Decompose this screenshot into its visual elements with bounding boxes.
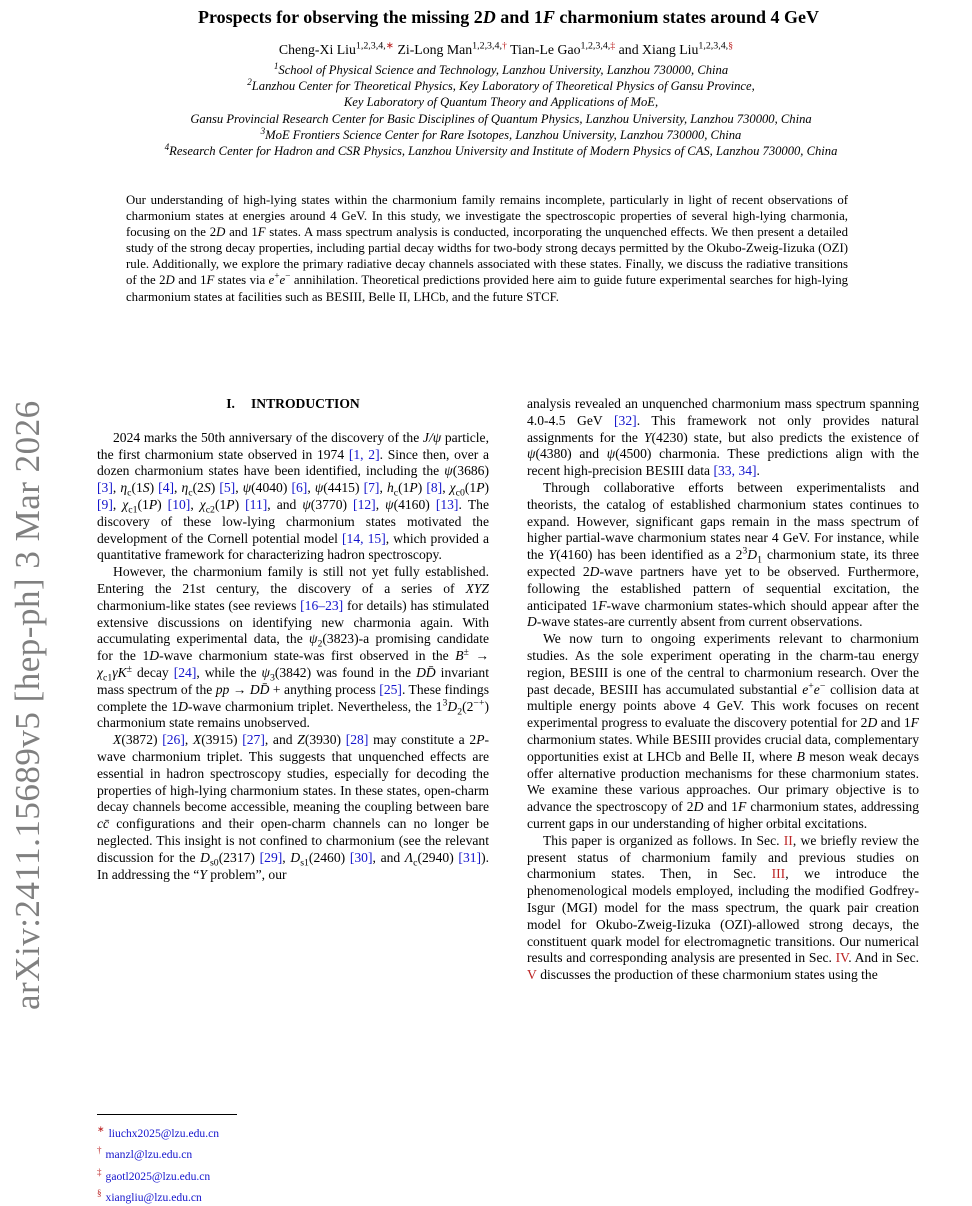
text-segment: s0 bbox=[210, 857, 219, 869]
paragraph bbox=[527, 833, 919, 984]
text-segment: ) bbox=[157, 496, 168, 512]
text-segment: Through collaborative efforts between experimentalists and theorists, the catalog of established charmonium states continues to expand. However, significant gaps remain in the mass spectrum of higher partial-wave charmonium states near 4 GeV. For instance, while the bbox=[527, 479, 919, 563]
text-segment: This paper is organized as follows. In Sec. bbox=[543, 832, 784, 848]
affiliations bbox=[40, 62, 962, 159]
citation-link[interactable]: [28] bbox=[345, 732, 369, 748]
citation-link[interactable]: [12] bbox=[353, 496, 376, 512]
citation-link[interactable]: [25] bbox=[379, 681, 402, 697]
text-segment: charmonium states around 4 GeV bbox=[554, 7, 820, 27]
text-segment: decay bbox=[132, 664, 174, 680]
text-segment: − bbox=[819, 680, 826, 692]
text-segment: and 1 bbox=[703, 799, 738, 815]
text-segment: ψ bbox=[444, 463, 453, 479]
text-segment: e bbox=[279, 273, 286, 288]
text-segment: χ bbox=[122, 496, 129, 512]
text-segment: , bbox=[112, 480, 121, 496]
text-segment: P bbox=[226, 496, 235, 512]
footnote-symbol: † bbox=[97, 1145, 102, 1156]
footnote-email-link[interactable]: xiangliu@lzu.edu.cn bbox=[105, 1190, 202, 1204]
text-segment: ψ bbox=[527, 446, 536, 462]
text-segment: annihilation. Theoretical predictions provided here aim to guide future experimental searches for high-lying charmonium states at facilities such as BESIII, Belle II, LHCb, and the future STCF. bbox=[126, 273, 849, 304]
affiliation-line: Gansu Provincial Research Center for Basic Disciplines of Quantum Physics, Lanzhou University, Lanzhou 730000, China bbox=[190, 111, 812, 126]
text-segment: . bbox=[756, 463, 760, 479]
section-ref-link[interactable]: V bbox=[527, 967, 537, 983]
text-segment: However, the charmonium family is still not yet fully established. Entering the 21st century, the discovery of a series of bbox=[97, 564, 489, 596]
text-segment: ψ bbox=[309, 631, 318, 647]
text-segment: , bbox=[112, 496, 123, 512]
citation-link[interactable]: [6] bbox=[291, 480, 308, 496]
text-segment: DD̄ bbox=[249, 681, 270, 697]
text-segment: DD̄ bbox=[416, 664, 436, 680]
text-segment: configurations and their open-charm channels can no longer be neglected. This insight is not confined to charmonium (see the relevant discussion for the bbox=[97, 816, 489, 865]
text-segment: (4160) has been identified as a 2 bbox=[556, 547, 743, 563]
citation-link[interactable]: [16–23] bbox=[300, 597, 344, 613]
text-segment: Y bbox=[643, 429, 652, 445]
footnote-list bbox=[97, 1121, 497, 1206]
text-segment: , bbox=[442, 480, 450, 496]
section-number: I. bbox=[226, 396, 235, 411]
citation-link[interactable]: [29] bbox=[259, 849, 283, 865]
text-segment: ± bbox=[463, 646, 469, 658]
affiliation-line: $^4$Research Center for Hadron and CSR Physics, Lanzhou University and Institute of Modern Physics of CAS, Lanzhou 730000, China bbox=[164, 141, 838, 159]
text-segment: (3915) bbox=[201, 732, 243, 748]
text-segment: states. A mass spectrum analysis is conducted, incorporating the unquenched effects. We then present a detailed study of the strong decay properties, including partial decay widths for two-body strong decays permitted by the Okubo-Zweig-Iizuka (OZI) rule. Additionally, we explore the primary radiative decay channels associated with these states. Finally, we discuss the radiative transitions of the 2 bbox=[126, 225, 849, 288]
text-segment: s1 bbox=[300, 857, 309, 869]
text-segment: e bbox=[813, 681, 820, 697]
text-segment: ) bbox=[210, 480, 220, 496]
left-column-paragraphs bbox=[97, 430, 489, 884]
text-segment: 2 bbox=[457, 706, 463, 718]
abstract bbox=[126, 192, 848, 305]
paragraph bbox=[527, 396, 919, 480]
footnote-symbol: ‡ bbox=[97, 1166, 102, 1177]
text-segment: 3 bbox=[269, 672, 275, 684]
affiliation-line: $^2$Lanzhou Center for Theoretical Physics, Key Laboratory of Theoretical Physics of Gansu Province, bbox=[247, 77, 755, 94]
text-segment: ). In addressing the “ bbox=[97, 849, 489, 882]
text-segment: D bbox=[165, 273, 175, 288]
text-segment: ± bbox=[126, 663, 133, 675]
text-segment: and 1 bbox=[495, 7, 543, 27]
text-segment: D bbox=[589, 563, 600, 579]
text-segment: for details) has stimulated extensive discussions on identifying new charmonia again. With accumulating experimental data, the bbox=[97, 597, 489, 647]
text-segment: and 1 bbox=[174, 273, 207, 288]
citation-link[interactable]: [10] bbox=[167, 496, 191, 512]
text-segment: ψ bbox=[302, 496, 311, 512]
text-segment: ) bbox=[417, 480, 427, 496]
text-segment: ψ bbox=[261, 664, 270, 680]
text-segment: c bbox=[413, 857, 418, 869]
text-segment: D bbox=[216, 225, 226, 240]
text-segment: . These findings complete the 1 bbox=[97, 681, 489, 714]
text-segment: γK bbox=[112, 664, 127, 680]
citation-link[interactable]: [27] bbox=[242, 732, 265, 748]
text-segment: (4415) bbox=[323, 480, 364, 496]
text-segment: (2460) bbox=[308, 849, 350, 865]
text-segment: → bbox=[229, 681, 250, 697]
text-segment: . And in Sec. bbox=[848, 950, 919, 966]
text-segment: → bbox=[468, 648, 489, 664]
text-segment: c2 bbox=[205, 504, 215, 516]
text-segment: ψ bbox=[314, 480, 324, 496]
text-segment: cc̄ bbox=[97, 816, 110, 832]
footnote-line bbox=[97, 1164, 497, 1185]
text-segment: + bbox=[274, 271, 280, 282]
text-segment: F bbox=[206, 273, 215, 288]
text-segment: 1,2,3,4, bbox=[355, 40, 386, 52]
text-segment: c1 bbox=[128, 504, 138, 516]
text-segment: -wave charmonium states-which should appear after the bbox=[606, 597, 919, 613]
text-segment: (2 bbox=[462, 698, 474, 714]
text-segment: Y bbox=[199, 866, 207, 882]
footnote-line bbox=[97, 1142, 497, 1163]
section-ref-link[interactable]: III bbox=[771, 866, 786, 882]
text-segment: Y bbox=[548, 547, 557, 563]
left-column bbox=[97, 396, 489, 1110]
text-segment: (2940) bbox=[417, 849, 459, 865]
text-segment: D bbox=[482, 7, 496, 27]
paper-title bbox=[90, 6, 927, 28]
text-segment: η bbox=[181, 480, 189, 496]
section-ref-link[interactable]: II bbox=[783, 832, 793, 848]
text-segment: P bbox=[476, 732, 485, 748]
text-segment: η bbox=[120, 480, 128, 496]
text-segment: (1 bbox=[137, 496, 149, 512]
text-segment: (3770) bbox=[310, 496, 354, 512]
affiliation-line: Key Laboratory of Quantum Theory and Applications of MoE, bbox=[343, 95, 659, 110]
section-heading bbox=[97, 396, 489, 413]
text-segment: D bbox=[867, 715, 878, 731]
footnote-email-link[interactable]: liuchx2025@lzu.edu.cn bbox=[108, 1126, 220, 1140]
affiliation-number: 4 bbox=[164, 141, 170, 152]
text-segment: Prospects for observing the missing 2 bbox=[197, 7, 483, 27]
text-segment: 2024 marks the 50th anniversary of the discovery of the bbox=[113, 429, 423, 445]
text-segment: 1,2,3,4, bbox=[472, 40, 502, 52]
citation-link[interactable]: [4] bbox=[158, 480, 175, 496]
author-line bbox=[70, 42, 942, 58]
text-segment: , which provided a quantitative framework for characterizing hadron spectroscopy. bbox=[97, 530, 489, 563]
text-segment: D bbox=[149, 648, 160, 664]
text-segment: -wave states-are currently absent from current observations. bbox=[536, 614, 863, 630]
text-segment: Cheng-Xi Liu bbox=[278, 42, 356, 57]
text-segment: (1 bbox=[464, 480, 477, 496]
paragraph bbox=[527, 480, 919, 631]
text-segment: pp bbox=[215, 681, 230, 697]
text-segment: , bbox=[174, 480, 182, 496]
text-segment: and 1 bbox=[225, 225, 258, 240]
text-segment: analysis revealed an unquenched charmonium mass spectrum spanning 4.0-4.5 GeV bbox=[527, 396, 919, 428]
text-segment: may constitute a 2 bbox=[368, 732, 477, 748]
text-segment: (4230) state, but also predicts the existence of bbox=[651, 429, 919, 445]
citation-link[interactable]: [1, 2] bbox=[348, 446, 380, 462]
text-segment: (4380) and bbox=[535, 446, 607, 462]
text-segment: c0 bbox=[455, 487, 465, 499]
text-segment: -wave charmonium triplet. This suggests that unquenched effects are essential in hadron spectroscopy studies, especially for decoding the properties of high-lying charmonium states. In these states, open-charm decay channels become accessible, meaning the coupling between bare bbox=[97, 732, 489, 815]
text-segment: ) bbox=[484, 480, 489, 496]
text-segment: discusses the production of these charmonium states using the bbox=[536, 967, 878, 983]
text-segment: , bbox=[235, 480, 243, 496]
paragraph bbox=[527, 631, 919, 833]
text-segment: F bbox=[257, 225, 266, 240]
text-segment: ψ bbox=[606, 446, 616, 462]
text-segment: charmonium-like states (see reviews bbox=[97, 597, 301, 613]
citation-link[interactable]: [14, 15] bbox=[342, 530, 386, 546]
text-segment: F bbox=[910, 715, 919, 731]
text-segment: Z bbox=[297, 732, 305, 748]
text-segment: χ bbox=[449, 480, 456, 496]
text-segment: XYZ bbox=[465, 580, 489, 596]
text-segment: F bbox=[542, 7, 555, 27]
text-segment: -wave charmonium state-was first observed in the bbox=[159, 648, 456, 664]
affiliation-number: 2 bbox=[247, 77, 252, 88]
footnote-line bbox=[97, 1185, 497, 1206]
text-segment: 3 bbox=[742, 545, 748, 557]
text-segment: , bbox=[184, 732, 193, 748]
text-segment: , while the bbox=[196, 664, 262, 680]
text-segment: (3842) was found in the bbox=[274, 664, 417, 680]
footnote-line bbox=[97, 1121, 497, 1142]
text-segment: (2 bbox=[192, 480, 204, 496]
citation-link[interactable]: [5] bbox=[219, 480, 236, 496]
footnotes bbox=[97, 1114, 497, 1206]
text-segment: and Xiang Liu bbox=[615, 42, 699, 57]
text-segment: 1,2,3,4, bbox=[698, 40, 729, 52]
text-segment: (1 bbox=[131, 480, 143, 496]
text-segment: collision data at multiple energy points above 4 GeV. This work focuses on recent experimental progress to evaluate the discovery potential for 2 bbox=[527, 681, 919, 731]
text-segment: 2 bbox=[317, 639, 323, 651]
text-segment: F bbox=[598, 597, 607, 613]
text-segment: e bbox=[268, 273, 275, 288]
text-segment: 1 bbox=[757, 554, 762, 566]
text-segment: J/ψ bbox=[422, 429, 442, 445]
text-segment: F bbox=[737, 799, 747, 815]
text-segment: . This framework not only provides natural assignments for the bbox=[527, 412, 919, 445]
author-footnote-mark[interactable]: § bbox=[728, 40, 734, 52]
text-segment: ψ bbox=[385, 496, 394, 512]
footnote-symbol: ∗ bbox=[97, 1124, 105, 1134]
text-segment: S bbox=[142, 480, 150, 496]
text-segment: , bbox=[379, 480, 387, 496]
text-segment: D bbox=[290, 849, 301, 865]
text-segment: Our understanding of high-lying states within the charmonium family remains incomplete, particularly in light of recent observations of charmonium states at energies around 4 GeV. In this study, we investigate the spectroscopic properties of several high-lying charmonia, focusing on the 2 bbox=[126, 193, 848, 240]
text-segment: , and bbox=[267, 496, 303, 512]
author-footnote-mark[interactable]: ‡ bbox=[610, 40, 616, 52]
text-segment: , bbox=[375, 496, 386, 512]
text-segment: (2317) bbox=[218, 849, 260, 865]
footnote-email-link[interactable]: gaotl2025@lzu.edu.cn bbox=[105, 1169, 211, 1183]
paragraph bbox=[97, 732, 489, 883]
text-segment: . The discovery of these low-lying charmonium states motivated the development of the Cornell potential model bbox=[97, 496, 489, 546]
author-footnote-mark[interactable]: ∗ bbox=[385, 40, 394, 52]
text-segment: c bbox=[127, 487, 132, 499]
text-segment: Tian-Le Gao bbox=[506, 42, 581, 57]
text-segment: particle, the first charmonium state observed in 1974 bbox=[97, 429, 489, 462]
text-segment: P bbox=[148, 496, 158, 512]
text-segment: D bbox=[178, 698, 188, 714]
text-segment: X bbox=[192, 732, 202, 748]
text-segment: ) bbox=[234, 496, 246, 512]
text-segment: charmonium state, its three expected 2 bbox=[527, 547, 919, 579]
affiliation-line: $^1$School of Physical Science and Technology, Lanzhou University, Lanzhou 730000, China bbox=[273, 60, 729, 77]
text-segment: D bbox=[527, 614, 537, 630]
text-segment: ) charmonium state remains unobserved. bbox=[97, 698, 489, 731]
text-segment: ) bbox=[149, 480, 159, 496]
text-segment: − bbox=[285, 271, 291, 282]
text-segment: c bbox=[393, 487, 399, 499]
citation-link[interactable]: [33, 34] bbox=[713, 463, 757, 479]
text-segment: Zi-Long Man bbox=[394, 42, 473, 57]
text-segment: (1 bbox=[398, 480, 410, 496]
text-segment: S bbox=[203, 480, 211, 496]
section-title: INTRODUCTION bbox=[250, 396, 360, 411]
text-segment: and 1 bbox=[877, 715, 911, 731]
text-segment: -wave partners have yet to be observed. Furthermore, following the established pattern of sequential excitation, the anticipated 1 bbox=[527, 563, 919, 613]
text-segment: D bbox=[747, 547, 758, 563]
text-segment: 3 bbox=[442, 697, 448, 709]
text-segment: meson weak decays offer alternative production mechanisms for these charmonium states. We examine these various approaches. Our primary objective is to advance the spectroscopy of 2 bbox=[527, 748, 919, 815]
paragraph bbox=[97, 430, 489, 564]
footnote-symbol: § bbox=[97, 1187, 102, 1198]
text-segment: D bbox=[447, 698, 458, 714]
text-segment: + bbox=[808, 680, 814, 692]
text-segment: h bbox=[386, 480, 394, 496]
text-segment: (1 bbox=[214, 496, 227, 512]
citation-link[interactable]: [26] bbox=[162, 732, 185, 748]
text-segment: , bbox=[282, 849, 291, 865]
footnote-rule bbox=[97, 1114, 237, 1115]
arxiv-watermark: arXiv:2411.15689v5 [hep-ph] 3 Mar 2026 bbox=[8, 400, 47, 1010]
text-segment: (3872) bbox=[121, 732, 163, 748]
text-segment: + anything process bbox=[269, 681, 380, 697]
text-segment: Λ bbox=[404, 849, 414, 865]
text-segment: -wave charmonium triplet. Nevertheless, the 1 bbox=[187, 698, 443, 714]
text-segment: −+ bbox=[473, 697, 485, 709]
text-segment: charmonium states, addressing current gaps in our understanding of higher orbital excitations. bbox=[527, 799, 919, 831]
paragraph bbox=[97, 564, 489, 732]
text-segment: c1 bbox=[102, 672, 113, 684]
citation-link[interactable]: [30] bbox=[349, 849, 373, 865]
citation-link[interactable]: [32] bbox=[614, 412, 637, 428]
citation-link[interactable]: [7] bbox=[363, 480, 380, 496]
text-segment: states via bbox=[214, 273, 269, 288]
text-segment: (4160) bbox=[393, 496, 436, 512]
text-segment: problem”, our bbox=[206, 866, 287, 882]
text-segment: c bbox=[188, 487, 193, 499]
text-segment: e bbox=[802, 681, 809, 697]
text-segment: . Since then, over a dozen charmonium states have been identified, including the bbox=[97, 446, 489, 479]
text-segment: (3686) bbox=[452, 463, 489, 479]
citation-link[interactable]: [11] bbox=[245, 496, 268, 512]
text-segment: charmonium states. While BESIII provides crucial data, complementary opportunities exist at LHCb and Belle II, where bbox=[527, 731, 919, 764]
text-segment: χ bbox=[97, 664, 103, 680]
text-segment: 1,2,3,4, bbox=[580, 40, 611, 52]
text-segment: ψ bbox=[242, 480, 252, 496]
text-segment: (3930) bbox=[304, 732, 346, 748]
text-segment: P bbox=[476, 480, 485, 496]
citation-link[interactable]: [8] bbox=[426, 480, 443, 496]
text-segment: , we introduce the phenomenological models employed, including the modified Godfrey-Isgur (MGI) model for the mass spectrum, the quark pair creation model for Okubo-Zweig-Iizuka (OZI)-allowed strong decays, the constituent quark model for electromagnetic transitions. Our numerical results and corresponding analysis are presented in Sec. bbox=[527, 866, 919, 966]
text-segment: P bbox=[409, 480, 418, 496]
text-segment: B bbox=[796, 748, 805, 764]
text-segment: (3823)-a promising candidate for the 1 bbox=[97, 631, 489, 664]
citation-link[interactable]: [3] bbox=[97, 480, 113, 496]
citation-link[interactable]: [13] bbox=[435, 496, 459, 512]
affiliation-line: $^3$MoE Frontiers Science Center for Rare Isotopes, Lanzhou University, Lanzhou 730000, China bbox=[260, 125, 742, 142]
text-segment: We now turn to ongoing experiments relevant to charmonium studies. As the sole experiment operating in the charm-tau energy region, BESIII is one of the central to charmonium research. Over the past decade, BESIII has accumulated substantial bbox=[527, 631, 919, 697]
text-segment: D bbox=[200, 849, 210, 865]
text-segment: B bbox=[455, 648, 464, 664]
footnote-email-link[interactable]: manzl@lzu.edu.cn bbox=[105, 1148, 193, 1162]
text-segment: , and bbox=[372, 849, 405, 865]
text-segment: (4500) charmonia. These predictions align with the recent high-precision BESIII data bbox=[527, 446, 919, 479]
section-ref-link[interactable]: IV bbox=[835, 950, 849, 966]
citation-link[interactable]: [31] bbox=[458, 849, 482, 865]
text-segment: , bbox=[190, 496, 200, 512]
affiliation-number: 3 bbox=[260, 125, 266, 136]
text-segment: χ bbox=[199, 496, 206, 512]
text-segment: invariant mass spectrum of the bbox=[97, 664, 489, 697]
citation-link[interactable]: [9] bbox=[97, 496, 113, 512]
text-segment: X bbox=[113, 732, 122, 748]
text-segment: D bbox=[693, 799, 704, 815]
text-segment: , and bbox=[264, 732, 298, 748]
citation-link[interactable]: [24] bbox=[173, 664, 197, 680]
text-segment: , we briefly review the present status of charmonium family and previous studies on charmonium states. Then, in Sec. bbox=[527, 832, 919, 882]
affiliation-number: 1 bbox=[273, 60, 279, 71]
author-footnote-mark[interactable]: † bbox=[501, 40, 507, 52]
right-column bbox=[527, 396, 919, 1200]
text-segment: (4040) bbox=[251, 480, 292, 496]
text-segment: , bbox=[307, 480, 315, 496]
